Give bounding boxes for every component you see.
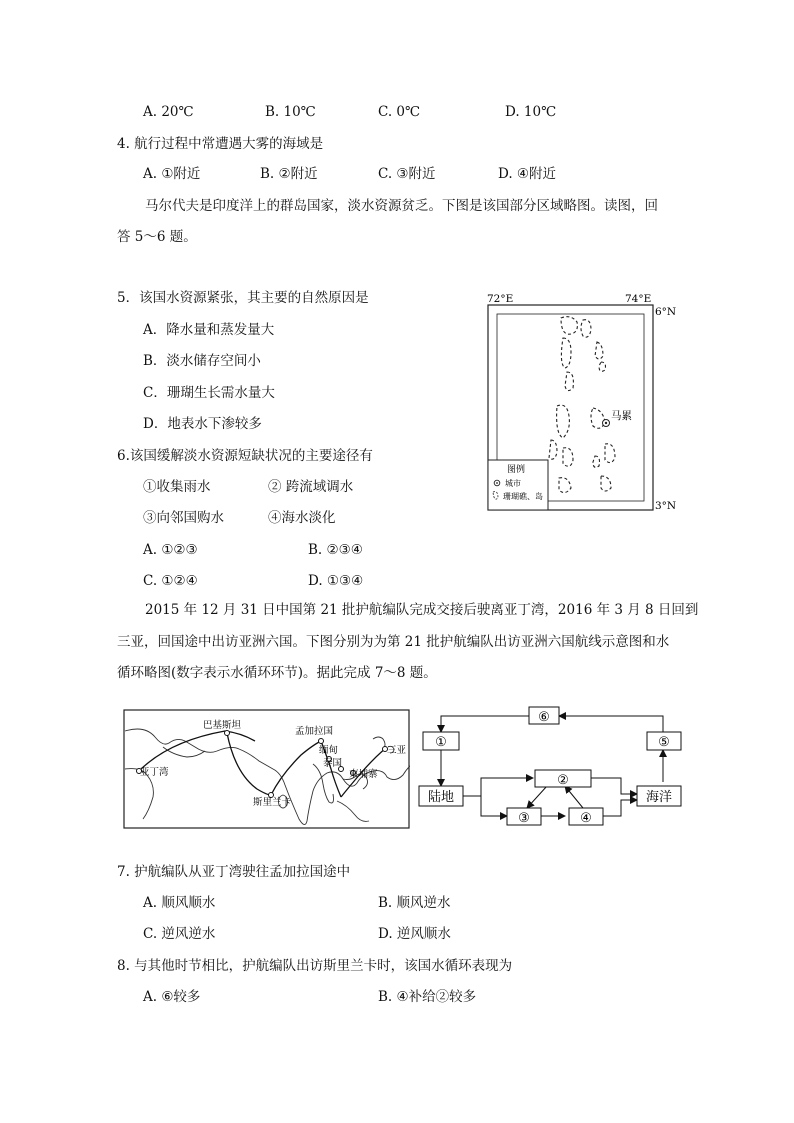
q8-option-b: B. ④补给②较多 [378,989,477,1005]
q6-option-c: C. ①②④ [143,573,198,589]
intro-7-8-line3: 循环略图(数字表示水循环环节)。据此完成 7～8 题。 [117,665,437,681]
q7-option-b: B. 顺风逆水 [378,895,451,911]
q5-option-b: B．淡水储存空间小 [143,353,261,369]
q7-option-a: A. 顺风顺水 [143,895,216,911]
cycle-node-2: ② [557,773,569,788]
intro-7-8-line1: 2015 年 12 月 31 日中国第 21 批护航编队完成交接后驶离亚丁湾，2016 年 3 月 8 日回到 [145,602,699,618]
place-gulf-of-aden: 亚丁湾 [140,767,169,778]
water-cycle-diagram [415,702,695,832]
q6-item-4: ④海水淡化 [268,510,336,526]
legend-title: 图例 [507,465,526,475]
maldives-map [485,290,685,512]
cycle-node-ocean: 海洋 [645,790,673,805]
q6-option-d: D. ①③④ [308,573,364,589]
q5-option-a: A．降水量和蒸发量大 [143,322,275,338]
q3-option-d: D. 10℃ [505,104,557,120]
atoll-shapes [549,317,615,493]
q3-option-b: B. 10℃ [265,104,316,120]
cycle-node-land: 陆地 [427,790,455,805]
q4-option-a: A. ①附近 [143,166,201,182]
q3-option-c: C. 0℃ [378,104,421,120]
q3-option-a: A. 20℃ [143,104,194,120]
cycle-node-4: ④ [580,811,592,826]
cycle-node-5: ⑤ [658,735,670,750]
legend-city: 城市 [505,479,521,488]
q4-option-c: C. ③附近 [378,166,436,182]
q7-stem: 7. 护航编队从亚丁湾驶往孟加拉国途中 [117,864,351,880]
q6-item-2: ② 跨流域调水 [268,479,354,495]
legend-reef: 珊瑚礁、岛 [503,492,543,501]
place-myanmar: 缅甸 [319,745,339,756]
q7-option-c: C. 逆风逆水 [143,926,216,942]
cycle-arrows [441,716,663,816]
place-sri-lanka: 斯里兰卡 [253,797,292,808]
q6-item-3: ③向邻国购水 [143,510,224,526]
intro-7-8-line2: 三亚，回国途中出访亚洲六国。下图分别为为第 21 批护航编队出访亚洲六国航线示意图和水 [117,634,670,650]
q6-option-a: A. ①②③ [143,542,198,558]
intro-5-6-line1: 马尔代夫是印度洋上的群岛国家，淡水资源贫乏。下图是该国部分区域略图。读图，回 [145,198,658,214]
cycle-node-1: ① [435,735,447,750]
q4-option-b: B. ②附近 [260,166,318,182]
q5-option-c: C．珊瑚生长需水量大 [143,385,275,401]
q8-option-a: A. ⑥较多 [143,989,201,1005]
label-6n: 6°N [655,306,677,318]
label-3n: 3°N [655,500,677,512]
place-pakistan: 巴基斯坦 [203,720,242,731]
q7-option-d: D. 逆风顺水 [378,926,451,942]
cycle-node-3: ③ [518,811,530,826]
label-72e: 72°E [487,293,514,305]
place-bangladesh: 孟加拉国 [295,726,334,737]
place-thailand: 泰国 [323,758,343,769]
q6-option-b: B. ②③④ [308,542,363,558]
q8-stem: 8. 与其他时节相比，护航编队出访斯里兰卡时，该国水循环表现为 [117,958,513,974]
q6-stem: 6.该国缓解淡水资源短缺状况的主要途径有 [117,448,373,464]
q4-option-d: D. ④附近 [498,166,557,182]
city-label-male: 马累 [611,410,632,422]
place-cambodia: 柬埔寨 [349,769,378,780]
intro-5-6-line2: 答 5～6 题。 [117,229,197,245]
q5-option-d: D．地表水下渗较多 [143,416,262,432]
q6-item-1: ①收集雨水 [143,479,211,495]
q4-stem: 4. 航行过程中常遭遇大雾的海域是 [117,136,324,152]
place-sanya: 三亚 [387,745,407,756]
label-74e: 74°E [625,293,652,305]
route-map [123,709,410,829]
q5-stem: 5．该国水资源紧张，其主要的自然原因是 [117,290,369,306]
cycle-node-6: ⑥ [538,710,550,725]
